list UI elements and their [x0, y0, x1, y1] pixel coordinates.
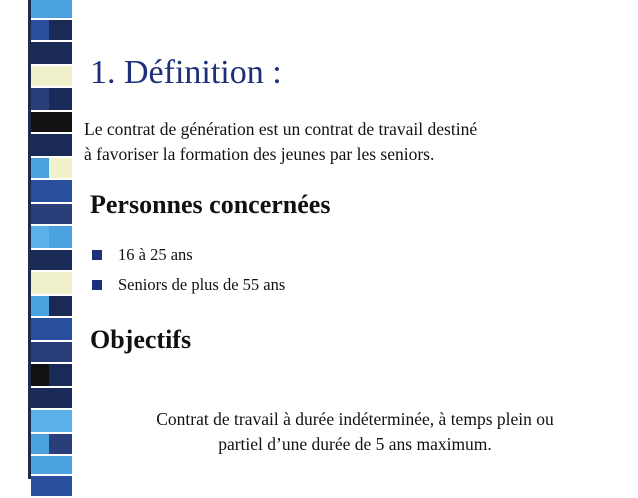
- stripe-block: [31, 388, 72, 410]
- section-heading-personnes: Personnes concernées: [90, 190, 331, 219]
- stripe-block: [31, 112, 72, 134]
- stripe-accent: [49, 296, 72, 318]
- square-bullet-icon: [92, 250, 102, 260]
- stripe-accent: [49, 20, 72, 42]
- objective-line: Contrat de travail à durée indéterminée, à temps plein ou: [156, 409, 554, 429]
- bullet-item: [92, 270, 285, 300]
- stripe-block: [31, 180, 72, 204]
- stripe-accent: [49, 158, 72, 180]
- objective-paragraph: [100, 407, 610, 457]
- intro-line: Le contrat de génération est un contrat de travail destiné: [84, 119, 478, 139]
- decorative-stripe: [28, 0, 72, 479]
- objective-line: partiel d’une durée de 5 ans maximum.: [218, 434, 492, 454]
- stripe-accent: [49, 434, 72, 456]
- stripe-block: [31, 456, 72, 476]
- stripe-block: [31, 342, 72, 364]
- slide-title: 1. Définition :: [90, 54, 282, 91]
- stripe-block: [31, 204, 72, 226]
- stripe-block: [31, 476, 72, 498]
- stripe-block: [31, 250, 72, 272]
- stripe-block: [31, 134, 72, 158]
- stripe-accent: [49, 88, 72, 112]
- bullet-item: [92, 240, 285, 270]
- bullet-list: [92, 240, 285, 300]
- stripe-block: [31, 42, 72, 66]
- intro-paragraph: [84, 117, 604, 167]
- section-heading-objectifs: Objectifs: [90, 325, 192, 354]
- stripe-block: [31, 0, 72, 20]
- stripe-accent: [49, 364, 72, 388]
- stripe-block: [31, 66, 72, 88]
- bullet-text: Seniors de plus de 55 ans: [118, 275, 286, 294]
- stripe-block: [31, 272, 72, 296]
- bullet-text: 16 à 25 ans: [118, 245, 193, 264]
- stripe-accent: [49, 226, 72, 250]
- stripe-block: [31, 318, 72, 342]
- square-bullet-icon: [92, 280, 102, 290]
- intro-line: à favoriser la formation des jeunes par les seniors.: [84, 144, 435, 164]
- stripe-block: [31, 410, 72, 434]
